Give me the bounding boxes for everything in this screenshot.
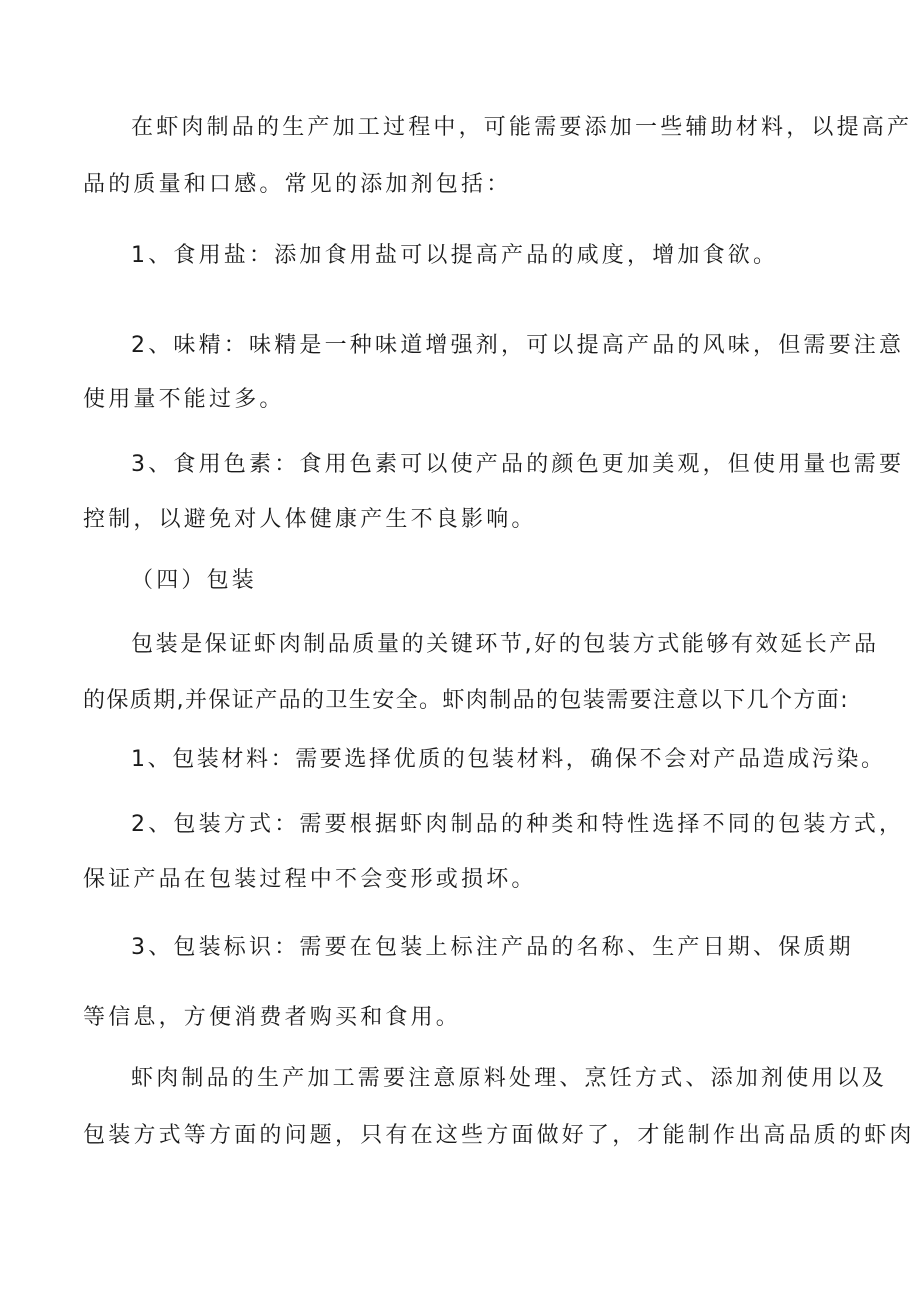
list-item-msg-line-2: 使用量不能过多。 [83, 387, 285, 412]
list-item-method-line-1: 2、包装方式：需要根据虾肉制品的种类和特性选择不同的包装方式， [131, 812, 905, 837]
paragraph-intro-line-2: 品的质量和口感。常见的添加剂包括： [83, 172, 512, 197]
paragraph-packaging-line-2: 的保质期,并保证产品的卫生安全。虾肉制品的包装需要注意以下几个方面: [83, 688, 850, 713]
section-heading-packaging: （四）包装 [131, 568, 258, 593]
paragraph-summary-line-1: 虾肉制品的生产加工需要注意原料处理、烹饪方式、添加剂使用以及 [131, 1066, 888, 1091]
paragraph-packaging-line-1: 包装是保证虾肉制品质量的关键环节,好的包装方式能够有效延长产品 [131, 632, 879, 657]
list-item-salt: 1、食用盐：添加食用盐可以提高产品的咸度，增加食欲。 [131, 243, 779, 268]
paragraph-summary-line-2: 包装方式等方面的问题，只有在这些方面做好了，才能制作出高品质的虾肉 [83, 1123, 915, 1148]
list-item-method-line-2: 保证产品在包装过程中不会变形或损坏。 [83, 867, 537, 892]
list-item-colorant-line-1: 3、食用色素：食用色素可以使产品的颜色更加美观，但使用量也需要 [131, 452, 905, 477]
list-item-colorant-line-2: 控制，以避免对人体健康产生不良影响。 [83, 507, 537, 532]
list-item-material: 1、包装材料：需要选择优质的包装材料，确保不会对产品造成污染。 [131, 747, 886, 772]
list-item-label-line-1: 3、包装标识：需要在包装上标注产品的名称、生产日期、保质期 [131, 935, 854, 960]
paragraph-intro-line-1: 在虾肉制品的生产加工过程中，可能需要添加一些辅助材料，以提高产 [131, 115, 913, 140]
list-item-msg-line-1: 2、味精：味精是一种味道增强剂，可以提高产品的风味，但需要注意 [131, 333, 905, 358]
list-item-label-line-2: 等信息，方便消费者购买和食用。 [83, 1005, 462, 1030]
